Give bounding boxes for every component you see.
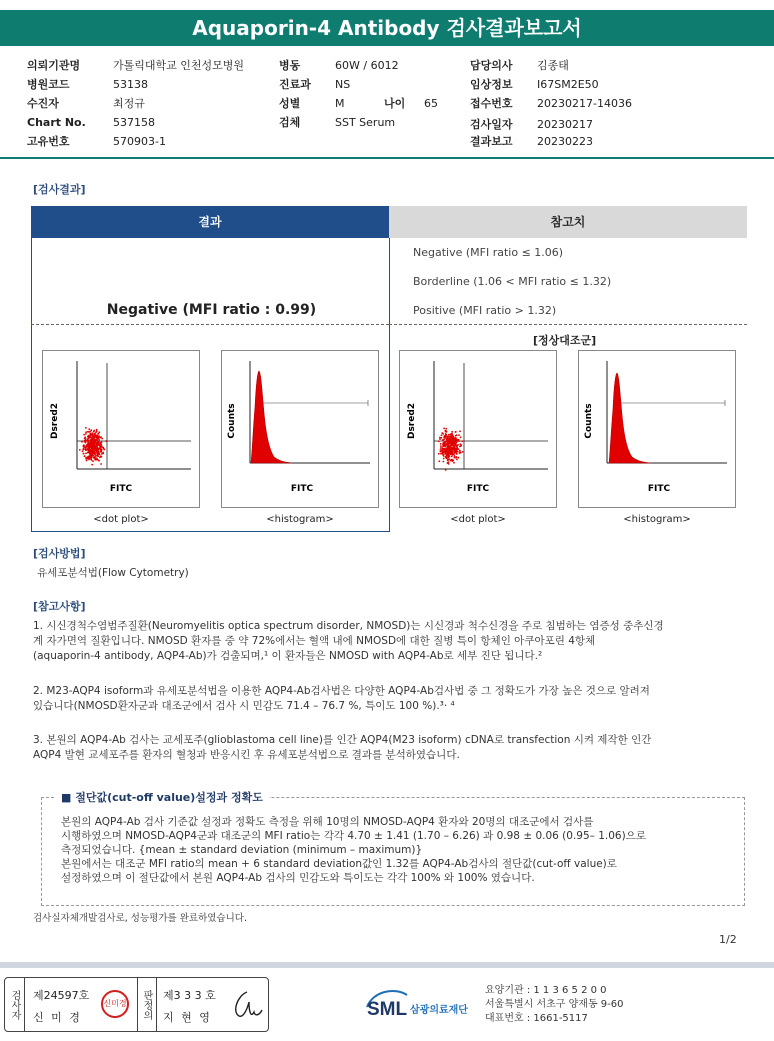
scatter-point: [445, 457, 447, 459]
ref-borderline: Borderline (1.06 < MFI ratio ≤ 1.32): [413, 275, 612, 288]
scatter-point: [456, 459, 458, 461]
report-title: Aquaporin-4 Antibody 검사결과보고서: [0, 10, 774, 46]
note-1-line-2: 계 자가면역 질환입니다. NMOSD 환자를 중 약 72%에서는 혈액 내에 NMOSD에 대한 질병 특이 항체인 아쿠아포린 4항체: [33, 635, 596, 647]
scatter-point: [452, 436, 454, 438]
scatter-point: [447, 462, 449, 464]
scatter-point: [460, 436, 462, 438]
scatter-point: [453, 462, 455, 464]
scatter-point: [438, 441, 440, 443]
company-name: 삼광의료재단: [410, 1005, 468, 1016]
report-date-label: 결과보고: [470, 135, 513, 148]
patient-histogram-curve: [251, 371, 292, 463]
scatter-point: [89, 442, 91, 444]
company-info-line-2: 서울특별시 서초구 양재동 9-60: [485, 999, 624, 1010]
scatter-point: [100, 436, 102, 438]
ref-negative: Negative (MFI ratio ≤ 1.06): [413, 246, 564, 259]
scatter-point: [440, 443, 442, 445]
method-text: 유세포분석법(Flow Cytometry): [37, 567, 189, 579]
scatter-point: [93, 441, 95, 443]
scatter-point: [98, 431, 100, 433]
checker-label: 판정의: [137, 978, 157, 1031]
unique-value: 570903-1: [113, 135, 166, 148]
cutoff-line-1: 본원의 AQP4-Ab 검사 기준값 설정과 정확도 측정을 위해 10명의 NMOSD-AQP4 환자와 20명의 대조군에서 검사를: [61, 816, 594, 828]
hist-y-axis-label: Counts: [227, 403, 237, 439]
recipient-label: 수진자: [27, 97, 59, 110]
age-label: 나이: [384, 97, 406, 110]
scatter-point: [458, 448, 460, 450]
scatter-point: [446, 453, 448, 455]
note-3-line-1: 3. 본원의 AQP4-Ab 검사는 교세포주(glioblastoma cell line)를 인간 AQP4(M23 isoform) cDNA로 transfection 시켜 제작한 인간: [33, 734, 652, 746]
scatter-point: [462, 451, 464, 453]
scatter-point: [92, 460, 94, 462]
test-date-label: 검사일자: [470, 118, 513, 131]
scatter-point: [96, 450, 98, 452]
receipt-value: 20230217-14036: [537, 97, 632, 110]
scatter-point: [456, 453, 458, 455]
scatter-point: [83, 453, 85, 455]
scatter-point: [88, 428, 90, 430]
scatter-point: [448, 446, 450, 448]
dept-label: 진료과: [279, 78, 311, 91]
scatter-point: [85, 449, 87, 451]
scatter-point: [95, 440, 97, 442]
scatter-point: [88, 435, 90, 437]
scatter-point: [96, 455, 98, 457]
scatter-point: [445, 428, 447, 430]
company-info: [485, 984, 624, 1026]
scatter-point: [92, 434, 94, 436]
scatter-point: [100, 445, 102, 447]
scatter-point: [451, 456, 453, 458]
note-1-line-1: 1. 시신경척수염범주질환(Neuromyelitis optica spectrum disorder, NMOSD)는 시신경과 척수신경을 주로 침범하는 염증성 중추신경: [33, 620, 664, 632]
scatter-point: [438, 460, 440, 462]
scatter-point: [100, 463, 102, 465]
patient-dot-plot: [42, 350, 200, 508]
scatter-point: [83, 444, 85, 446]
scatter-point: [92, 436, 94, 438]
reference-column-header: 참고치: [389, 206, 747, 238]
result-column-header: 결과: [31, 206, 389, 238]
scatter-point: [458, 434, 460, 436]
scatter-point: [441, 449, 443, 451]
cutoff-line-2: 시행하였으며 NMOSD-AQP4군과 대조군의 MFI ratio는 각각 4.70 ± 1.41 (1.70 – 6.26) 과 0.98 ± 0.06 (0.95– 1.06)으로: [61, 830, 646, 842]
scatter-point: [98, 436, 100, 438]
scatter-point: [455, 451, 457, 453]
control-dot-plot-caption: <dot plot>: [450, 514, 506, 525]
scatter-point: [461, 441, 463, 443]
scatter-point: [93, 443, 95, 445]
header-divider: [0, 157, 774, 159]
footnote: 검사실자체개발검사로, 성능평가를 완료하였습니다.: [33, 913, 247, 924]
hospital-code-value: 53138: [113, 78, 148, 91]
note-2-line-1: 2. M23-AQP4 isoform과 유세포분석법을 이용한 AQP4-Ab검사법은 다양한 AQP4-Ab검사법 중 그 정확도가 가장 높은 것으로 알려져: [33, 685, 650, 697]
scatter-point: [448, 444, 450, 446]
method-section-title: [검사방법]: [33, 547, 86, 560]
cutoff-title: ■ 절단값(cut-off value)설정과 정확도: [55, 789, 269, 805]
scatter-point: [86, 460, 88, 462]
scatter-point: [455, 443, 457, 445]
scatter-point: [101, 453, 103, 455]
control-dot-plot: [399, 350, 557, 508]
ref-positive: Positive (MFI ratio > 1.32): [413, 304, 557, 317]
sex-label: 성별: [279, 97, 301, 110]
scatter-point: [452, 451, 454, 453]
checker-number: 제3 3 3 호: [163, 989, 216, 1002]
scatter-point: [88, 447, 90, 449]
dot-y-axis-label: Dsred2: [50, 402, 60, 440]
scatter-point: [443, 428, 445, 430]
scatter-point: [453, 454, 455, 456]
scatter-point: [447, 452, 449, 454]
cutoff-line-3: 측정되었습니다. {mean ± standard deviation (minimum – maximum)}: [61, 844, 423, 856]
scatter-point: [455, 456, 457, 458]
age-value: 65: [424, 97, 438, 110]
footer-divider: [0, 962, 774, 968]
scatter-point: [443, 455, 445, 457]
scatter-point: [455, 439, 457, 441]
note-2-line-2: 있습니다(NMOSD환자군과 대조군에서 검사 시 민감도 71.4 – 76.7 %, 특이도 100 %).³· ⁴: [33, 700, 455, 712]
scatter-point: [94, 433, 96, 435]
control-group-label: [정상대조군]: [533, 334, 597, 347]
scatter-point: [101, 456, 103, 458]
scatter-point: [89, 439, 91, 441]
scatter-point: [94, 450, 96, 452]
scatter-point: [97, 459, 99, 461]
scatter-point: [444, 441, 446, 443]
scatter-point: [96, 430, 98, 432]
specimen-label: 검체: [279, 116, 301, 129]
clinical-label: 임상정보: [470, 78, 513, 91]
doctor-value: 김종태: [537, 59, 569, 72]
reference-divider: [389, 324, 747, 325]
scatter-point: [85, 433, 87, 435]
dot-plot-caption: <dot plot>: [93, 514, 149, 525]
scatter-point: [100, 447, 102, 449]
note-1-line-3: (aquaporin-4 antibody, AQP4-Ab)가 검출되며,¹ 이 환자들은 NMOSD with AQP4-Ab로 세부 진단 됩니다.²: [33, 650, 543, 662]
scatter-point: [453, 457, 455, 459]
tester-seal-stamp: 신미경: [101, 990, 129, 1018]
scatter-point: [83, 434, 85, 436]
scatter-point: [95, 448, 97, 450]
control-hist-x-axis-label: FITC: [647, 484, 671, 494]
note-1: [33, 619, 664, 664]
scatter-point: [92, 432, 94, 434]
hospital-code-label: 병원코드: [27, 78, 70, 91]
cutoff-line-5: 설정하였으며 이 절단값에서 본원 AQP4-Ab 검사의 민감도와 특이도는 각각 100% 와 100% 였습니다.: [61, 872, 535, 884]
scatter-point: [83, 449, 85, 451]
scatter-point: [90, 447, 92, 449]
scatter-point: [90, 429, 92, 431]
scatter-point: [442, 440, 444, 442]
hist-x-axis-label: FITC: [290, 484, 314, 494]
scatter-point: [88, 437, 90, 439]
scatter-point: [82, 450, 84, 452]
scatter-point: [439, 438, 441, 440]
unique-label: 고유번호: [27, 135, 70, 148]
scatter-point: [453, 447, 455, 449]
scatter-point: [443, 458, 445, 460]
checker-name: 지 현 영: [163, 1011, 212, 1024]
scatter-point: [85, 438, 87, 440]
scatter-point: [90, 434, 92, 436]
scatter-point: [105, 440, 107, 442]
scatter-point: [450, 459, 452, 461]
scatter-point: [91, 452, 93, 454]
scatter-point: [455, 449, 457, 451]
scatter-point: [446, 435, 448, 437]
scatter-point: [85, 427, 87, 429]
scatter-point: [444, 450, 446, 452]
control-hist-y-axis-label: Counts: [584, 403, 594, 439]
scatter-point: [91, 445, 93, 447]
scatter-point: [449, 449, 451, 451]
note-3: [33, 733, 651, 763]
scatter-point: [451, 444, 453, 446]
scatter-point: [90, 455, 92, 457]
scatter-point: [88, 445, 90, 447]
control-dot-y-axis-label: Dsred2: [407, 402, 417, 440]
ward-value: 60W / 6012: [335, 59, 399, 72]
scatter-point: [87, 441, 89, 443]
scatter-point: [100, 451, 102, 453]
scatter-point: [84, 455, 86, 457]
scatter-point: [98, 441, 100, 443]
report-date-value: 20230223: [537, 135, 593, 148]
scatter-point: [450, 440, 452, 442]
tester-label: 검사자: [5, 978, 25, 1031]
scatter-point: [457, 451, 459, 453]
institution-label: 의뢰기관명: [27, 59, 81, 72]
patient-info: [27, 55, 747, 151]
scatter-point: [444, 435, 446, 437]
ward-label: 병동: [279, 59, 301, 72]
scatter-point: [453, 442, 455, 444]
scatter-point: [441, 434, 443, 436]
scatter-point: [447, 441, 449, 443]
sex-value: M: [335, 97, 345, 110]
test-date-value: 20230217: [537, 118, 593, 131]
checker-signature: [227, 986, 265, 1024]
clinical-value: I67SM2E50: [537, 78, 599, 91]
scatter-point: [445, 445, 447, 447]
scatter-point: [101, 449, 103, 451]
control-histogram-caption: <histogram>: [623, 514, 691, 525]
scatter-point: [444, 453, 446, 455]
dept-value: NS: [335, 78, 351, 91]
scatter-point: [440, 447, 442, 449]
cutoff-line-4: 본원에서는 대조군 MFI ratio의 mean + 6 standard deviation값인 1.32를 AQP4-Ab검사의 절단값(cut-off value)로: [61, 858, 617, 870]
tester-name: 신 미 경: [33, 1011, 82, 1024]
scatter-point: [89, 453, 91, 455]
scatter-point: [93, 445, 95, 447]
scatter-point: [92, 455, 94, 457]
scatter-point: [100, 443, 102, 445]
scatter-point: [88, 431, 90, 433]
scatter-point: [95, 436, 97, 438]
scatter-point: [446, 431, 448, 433]
scatter-point: [457, 440, 459, 442]
scatter-point: [449, 440, 451, 442]
control-histogram-curve: [609, 373, 651, 463]
scatter-point: [448, 436, 450, 438]
scatter-point: [96, 429, 98, 431]
dot-x-axis-label: FITC: [109, 484, 133, 494]
scatter-point: [95, 458, 97, 460]
scatter-point: [447, 459, 449, 461]
scatter-point: [92, 452, 94, 454]
scatter-point: [440, 445, 442, 447]
company-info-line-1: 요양기관 : 1 1 3 6 5 2 0 0: [485, 985, 607, 996]
institution-value: 가톨릭대학교 인천성모병원: [113, 59, 245, 72]
scatter-point: [101, 438, 103, 440]
scatter-point: [90, 436, 92, 438]
scatter-point: [85, 431, 87, 433]
scatter-point: [450, 453, 452, 455]
scatter-point: [456, 446, 458, 448]
scatter-point: [451, 435, 453, 437]
scatter-point: [458, 457, 460, 459]
results-section-title: [검사결과]: [33, 183, 86, 196]
scatter-point: [443, 449, 445, 451]
scatter-point: [446, 443, 448, 445]
scatter-point: [456, 448, 458, 450]
scatter-point: [449, 455, 451, 457]
scatter-point: [446, 448, 448, 450]
scatter-point: [442, 461, 444, 463]
scatter-point: [103, 449, 105, 451]
scatter-point: [455, 431, 457, 433]
scatter-point: [84, 436, 86, 438]
control-histogram: [578, 350, 736, 508]
scatter-point: [93, 430, 95, 432]
chart-value: 537158: [113, 116, 155, 129]
scatter-point: [448, 458, 450, 460]
scatter-point: [451, 431, 453, 433]
specimen-value: SST Serum: [335, 116, 396, 129]
scatter-point: [81, 441, 83, 443]
tester-number: 제24597호: [33, 989, 90, 1002]
scatter-point: [450, 438, 452, 440]
company-info-line-3: 대표번호 : 1661-5117: [485, 1013, 588, 1024]
doctor-label: 담당의사: [470, 59, 513, 72]
scatter-point: [102, 452, 104, 454]
scatter-point: [457, 444, 459, 446]
scatter-point: [440, 437, 442, 439]
scatter-point: [442, 433, 444, 435]
scatter-point: [102, 447, 104, 449]
cutoff-text: [61, 815, 737, 885]
scatter-point: [441, 451, 443, 453]
scatter-point: [91, 464, 93, 466]
scatter-point: [90, 458, 92, 460]
scatter-point: [445, 469, 447, 471]
scatter-point: [93, 457, 95, 459]
scatter-point: [452, 440, 454, 442]
scatter-point: [85, 457, 87, 459]
scatter-point: [447, 457, 449, 459]
control-dot-x-axis-label: FITC: [466, 484, 490, 494]
note-2: [33, 684, 650, 714]
company-logo: [365, 985, 483, 1029]
signature-box: [4, 977, 269, 1032]
result-divider: [31, 324, 389, 325]
note-3-line-2: AQP4 발현 교세포주를 환자의 혈청과 반응시킨 후 유세포분석법으로 결과를 분석하였습니다.: [33, 749, 460, 761]
histogram-caption: <histogram>: [266, 514, 334, 525]
scatter-point: [444, 443, 446, 445]
scatter-point: [455, 445, 457, 447]
company-logo-text: SML: [367, 999, 408, 1020]
scatter-point: [455, 435, 457, 437]
receipt-label: 접수번호: [470, 97, 513, 110]
page-number: 1/2: [719, 933, 737, 946]
scatter-point: [85, 440, 87, 442]
scatter-point: [438, 453, 440, 455]
chart-label: Chart No.: [27, 116, 86, 129]
scatter-point: [459, 430, 461, 432]
notes-section-title: [참고사항]: [33, 600, 86, 613]
scatter-point: [98, 454, 100, 456]
scatter-point: [447, 439, 449, 441]
scatter-point: [97, 444, 99, 446]
scatter-point: [79, 449, 81, 451]
scatter-point: [88, 456, 90, 458]
result-value: Negative (MFI ratio : 0.99): [106, 302, 317, 318]
scatter-point: [459, 452, 461, 454]
scatter-point: [90, 449, 92, 451]
patient-histogram: [221, 350, 379, 508]
recipient-value: 최정규: [113, 97, 145, 110]
scatter-point: [85, 452, 87, 454]
scatter-point: [448, 434, 450, 436]
scatter-point: [460, 445, 462, 447]
